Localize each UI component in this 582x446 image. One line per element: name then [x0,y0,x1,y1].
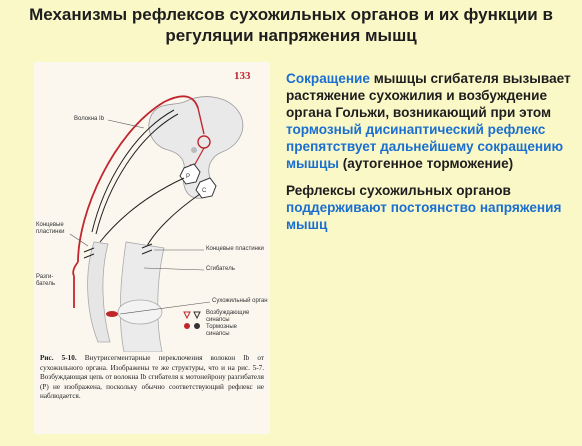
label-end-plates-right: Концевые пластинки [206,246,264,252]
figure-caption [40,354,264,402]
label-flexor: Сгибатель [206,266,235,272]
spinal-cord [149,97,243,199]
page-number: 133 [234,70,251,82]
label-legend-excit-2: синапсы [206,317,230,323]
label-legend-inhib-1: Тормозные [206,324,237,330]
leg-bone [88,242,164,352]
label-end-plates-left-2: пластинки [36,229,65,235]
label-tendon-organ: Сухожильный орган [212,298,268,304]
label-extensor-1: Разги- [36,274,54,280]
caption-fig: Рис. 5-10. [40,354,77,362]
textbook-figure [34,62,270,434]
title-line-1: Механизмы рефлексов сухожильных органов и их функции в [29,5,553,24]
neuron-p-label: Р [186,174,191,180]
label-legend-excit-1: Возбуждающие [206,310,250,316]
tendon-organ [106,311,118,317]
synapse-legend [184,312,200,329]
p1-d: (аутогенное торможение) [338,156,514,171]
label-end-plates-left-1: Концевые [36,222,64,228]
neuron-c-label: С [202,188,207,194]
caption-text: Внутрисегментарные переключения волокон Ib от сухожильного органа. Изображены те же структуры, что и на рис. 5-7. Возбуждающая цепь от волокна Ib сгибателя к мотонейрону разгибателя (Р) не изображена, поскольку обычно соответствующий рефлекс не наблюдается. [40,354,264,401]
reflex-diagram [34,62,270,352]
slide-title [0,4,582,46]
paragraph-1 [286,70,578,172]
title-line-2: регуляции напряжения мышц [165,26,417,45]
label-extensor-2: батель [36,281,55,287]
paragraph-2 [286,182,578,233]
label-legend-inhib-2: синапсы [206,331,230,337]
explanation-text [286,70,578,233]
p1-b: мышцы сгибателя вызывает растяжение сухожилия и возбуждение органа Гольжи, возникающий при этом [286,71,571,120]
label-fiber-ib: Волокна Ib [74,116,105,122]
p1-c: тормозный дисинаптический рефлекс препятствует дальнейшему сокращению мышцы [286,122,564,171]
p2-b: поддерживают постоянство напряжения мышц [286,200,562,232]
p1-a: Сокращение [286,71,370,86]
p2-a: Рефлексы сухожильных органов [286,183,511,198]
